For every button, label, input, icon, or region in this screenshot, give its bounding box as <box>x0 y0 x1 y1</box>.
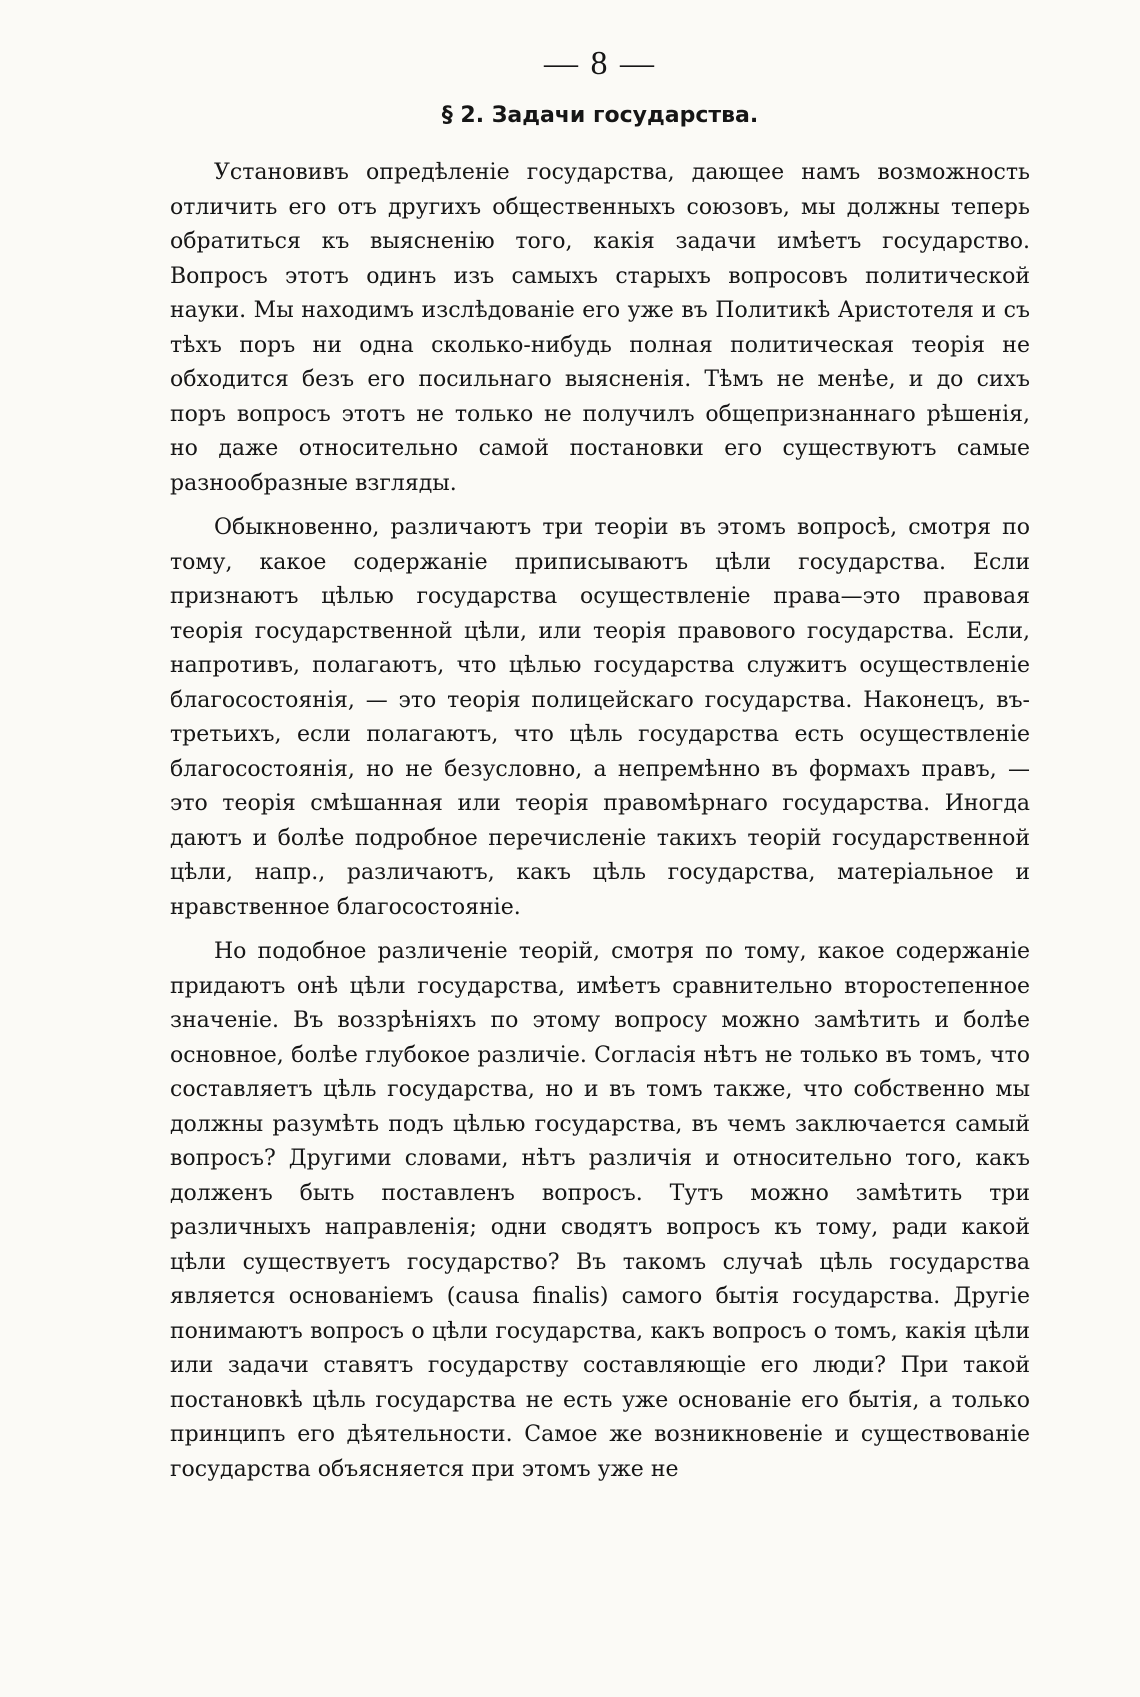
paragraph-2: Обыкновенно, различаютъ три теоріи въ этомъ вопросѣ, смотря по тому, какое содержаніе приписываютъ цѣли государства. Если признаютъ цѣлью государства осуществленіе права—это правовая теорія государственной цѣли, или теорія правового государства. Если, напротивъ, полагаютъ, что цѣлью государства служитъ осуществленіе благосостоянія, — это теорія полицейскаго государства. Наконецъ, въ-третьихъ, если полагаютъ, что цѣль государства есть осуществленіе благосостоянія, но не безусловно, а непремѣнно въ формахъ правъ, — это теорія смѣшанная или теорія правомѣрнаго государства. Иногда даютъ и болѣе подробное перечисленіе такихъ теорій государственной цѣли, напр., различаютъ, какъ цѣль государства, матеріальное и нравственное благосостояніе. <box>170 515 1030 920</box>
book-page <box>170 44 1030 1497</box>
section-title: § 2. Задачи государства. <box>441 103 759 128</box>
paragraph-1: Установивъ опредѣленіе государства, дающее намъ возможность отличить его отъ другихъ общественныхъ союзовъ, мы должны теперь обратиться къ выясненію того, какія задачи имѣетъ государство. Вопросъ этотъ одинъ изъ самыхъ старыхъ вопросовъ политической науки. Мы находимъ изслѣдованіе его уже въ Политикѣ Аристотеля и съ тѣхъ поръ ни одна сколько-нибудь полная политическая теорія не обходится безъ его посильнаго выясненія. Тѣмъ не менѣе, и до сихъ поръ вопросъ этотъ не только не получилъ общепризнаннаго рѣшенія, но даже относительно самой постановки его существуютъ самые разнообразные взгляды. <box>170 160 1030 496</box>
paragraph-3: Но подобное различеніе теорій, смотря по тому, какое содержаніе придаютъ онѣ цѣли государства, имѣетъ сравнительно второстепенное значеніе. Въ воззрѣніяхъ по этому вопросу можно замѣтить и болѣе основное, болѣе глубокое различіе. Согласія нѣтъ не только въ томъ, что составляетъ цѣль государства, но и въ томъ также, что собственно мы должны разумѣть подъ цѣлью государства, въ чемъ заключается самый вопросъ? Другими словами, нѣтъ различія и относительно того, какъ долженъ быть поставленъ вопросъ. Тутъ можно замѣтить три различныхъ направленія; одни сводятъ вопросъ къ тому, ради какой цѣли существуетъ государство? Въ такомъ случаѣ цѣль государства является основаніемъ (causa finalis) самого бытія государства. Другіе понимаютъ вопросъ о цѣли государства, какъ вопросъ о томъ, какія цѣли или задачи ставятъ государству составляющіе его люди? При такой постановкѣ цѣль государства не есть уже основаніе его бытія, а только принципъ его дѣятельности. Самое же возникновеніе и существованіе государства объясняется при этомъ уже не <box>170 939 1030 1482</box>
page-number: — 8 — <box>544 45 656 82</box>
